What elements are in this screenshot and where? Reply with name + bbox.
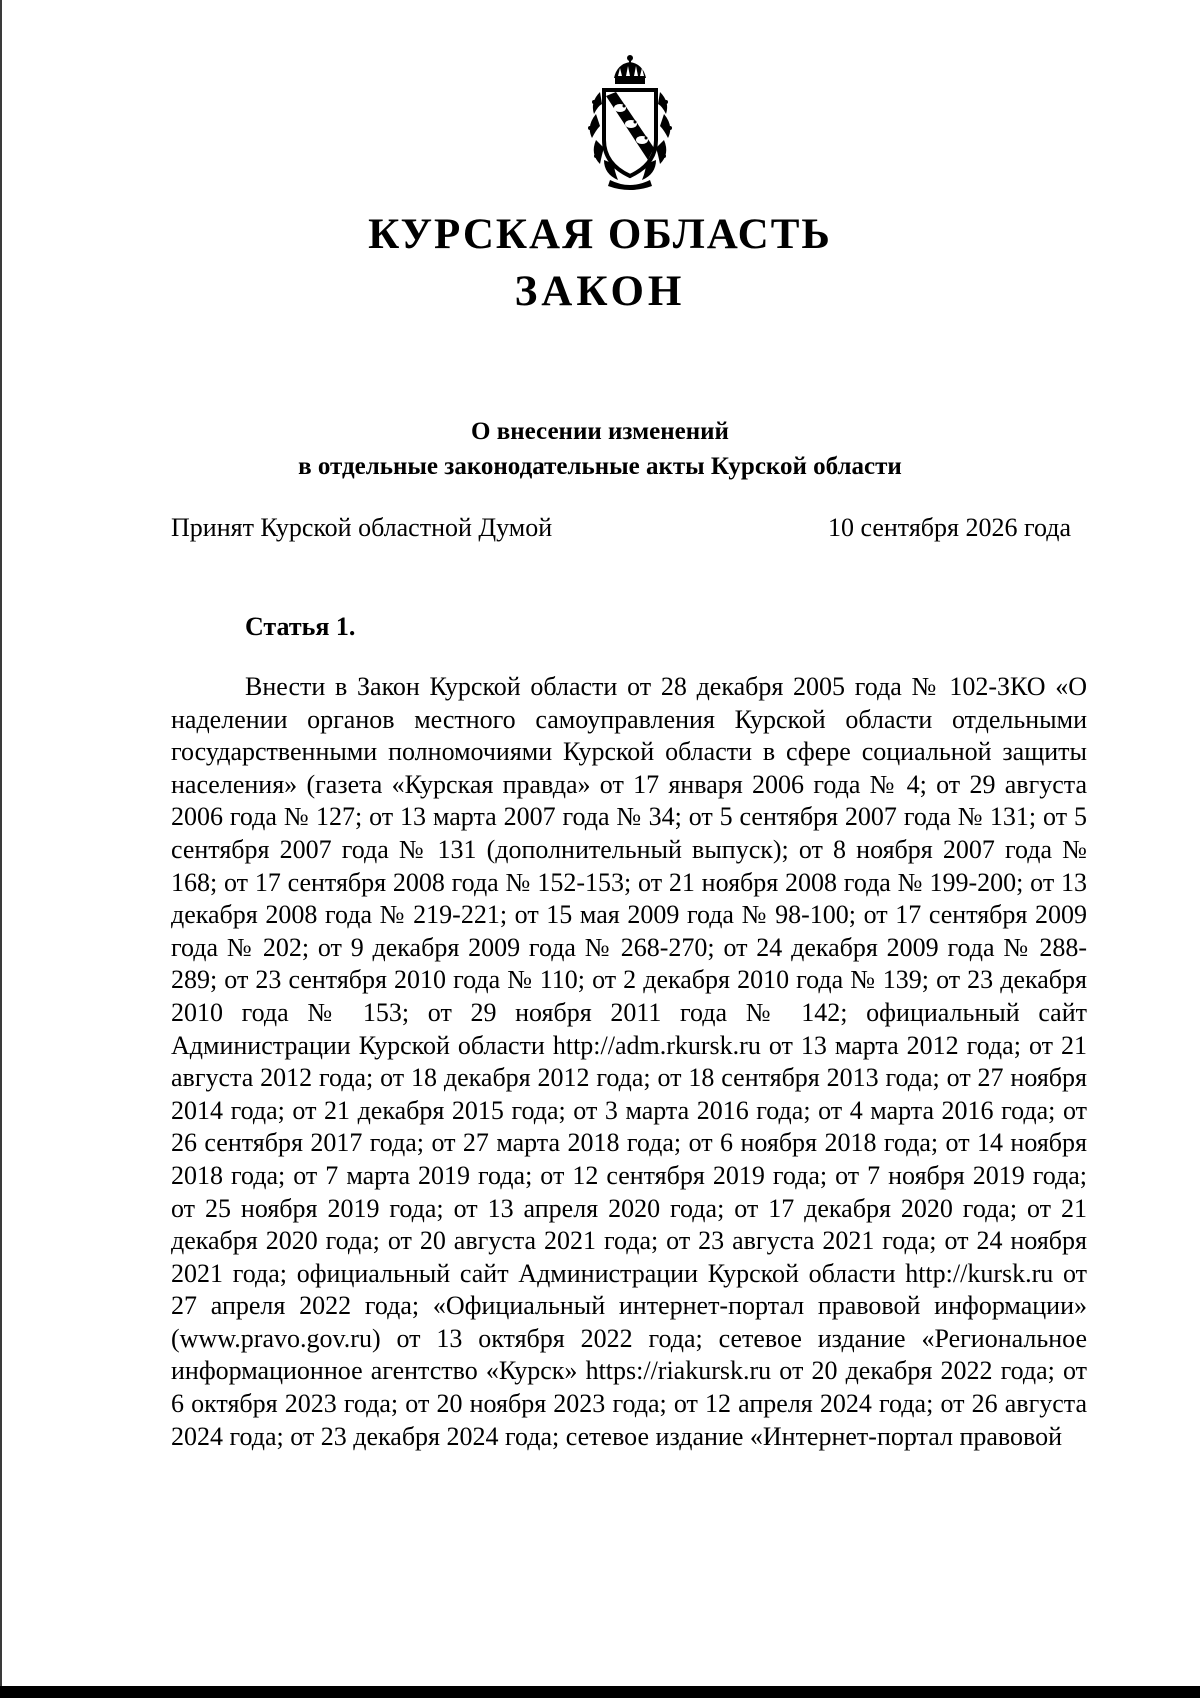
law-subject-line-2: в отдельные законодательные акты Курской области bbox=[298, 453, 902, 480]
article-heading: Статья 1. bbox=[245, 612, 356, 641]
adopted-date: 10 сентября 2026 года bbox=[827, 513, 1071, 542]
adopted-by: Принят Курской областной Думой bbox=[171, 513, 553, 542]
law-subject-line-1: О внесении изменений bbox=[471, 418, 729, 445]
law-subject bbox=[0, 414, 1200, 484]
scan-bottom-edge bbox=[0, 1686, 1200, 1698]
coat-of-arms-icon bbox=[560, 52, 700, 192]
law-title: ЗАКОН bbox=[514, 268, 686, 315]
region-title: КУРСКАЯ ОБЛАСТЬ bbox=[368, 211, 832, 258]
adoption-line bbox=[171, 510, 1071, 546]
article-text: Внести в Закон Курской области от 28 декабря 2005 года № 102-ЗКО «О наделении органов местного самоуправления Курской области отдельными государственными полномочиями Курской области в сфере социальной защиты населения» (газета «Курская правда» от 17 января 2006 года № 4; от 29 августа 2006 года № 127; от 13 марта 2007 года № 34; от 5 сентября 2007 года № 131; от 5 сентября 2007 года № 131 (дополнительный выпуск); от 8 ноября 2007 года № 168; от 17 сентября 2008 года № 152-153; от 21 ноября 2008 года № 199-200; от 13 декабря 2008 года № 219-221; от 15 мая 2009 года № 98-100; от 17 сентября 2009 года № 202; от 9 декабря 2009 года № 268-270; от 24 декабря 2009 года № 288-289; от 23 сентября 2010 года № 110; от 2 декабря 2010 года № 139; от 23 декабря 2010 года № 153; от 29 ноября 2011 года № 142; официальный сайт Администрации Курской области http://adm.rkursk.ru от 13 марта 2012 года; от 21 августа 2012 года; от 18 декабря 2012 года; от 18 сентября 2013 года; от 27 ноября 2014 года; от 21 декабря 2015 года; от 3 марта 2016 года; от 4 марта 2016 года; от 26 сентября 2017 года; от 27 марта 2018 года; от 6 ноября 2018 года; от 14 ноября 2018 года; от 7 марта 2019 года; от 12 сентября 2019 года; от 7 ноября 2019 года; от 25 ноября 2019 года; от 13 апреля 2020 года; от 17 декабря 2020 года; от 21 декабря 2020 года; от 20 августа 2021 года; от 23 августа 2021 года; от 24 ноября 2021 года; официальный сайт Администрации Курской области http://kursk.ru от 27 апреля 2022 года; «Официальный интернет-портал правовой информации» (www.pravo.gov.ru) от 13 октября 2022 года; сетевое издание «Региональное информационное агентство «Курск» https://riakursk.ru от 20 декабря 2022 года; от 6 октября 2023 года; от 20 ноября 2023 года; от 12 апреля 2024 года; от 26 августа 2024 года; от 23 декабря 2024 года; сетевое издание «Интернет-портал правовой bbox=[171, 672, 1087, 1451]
